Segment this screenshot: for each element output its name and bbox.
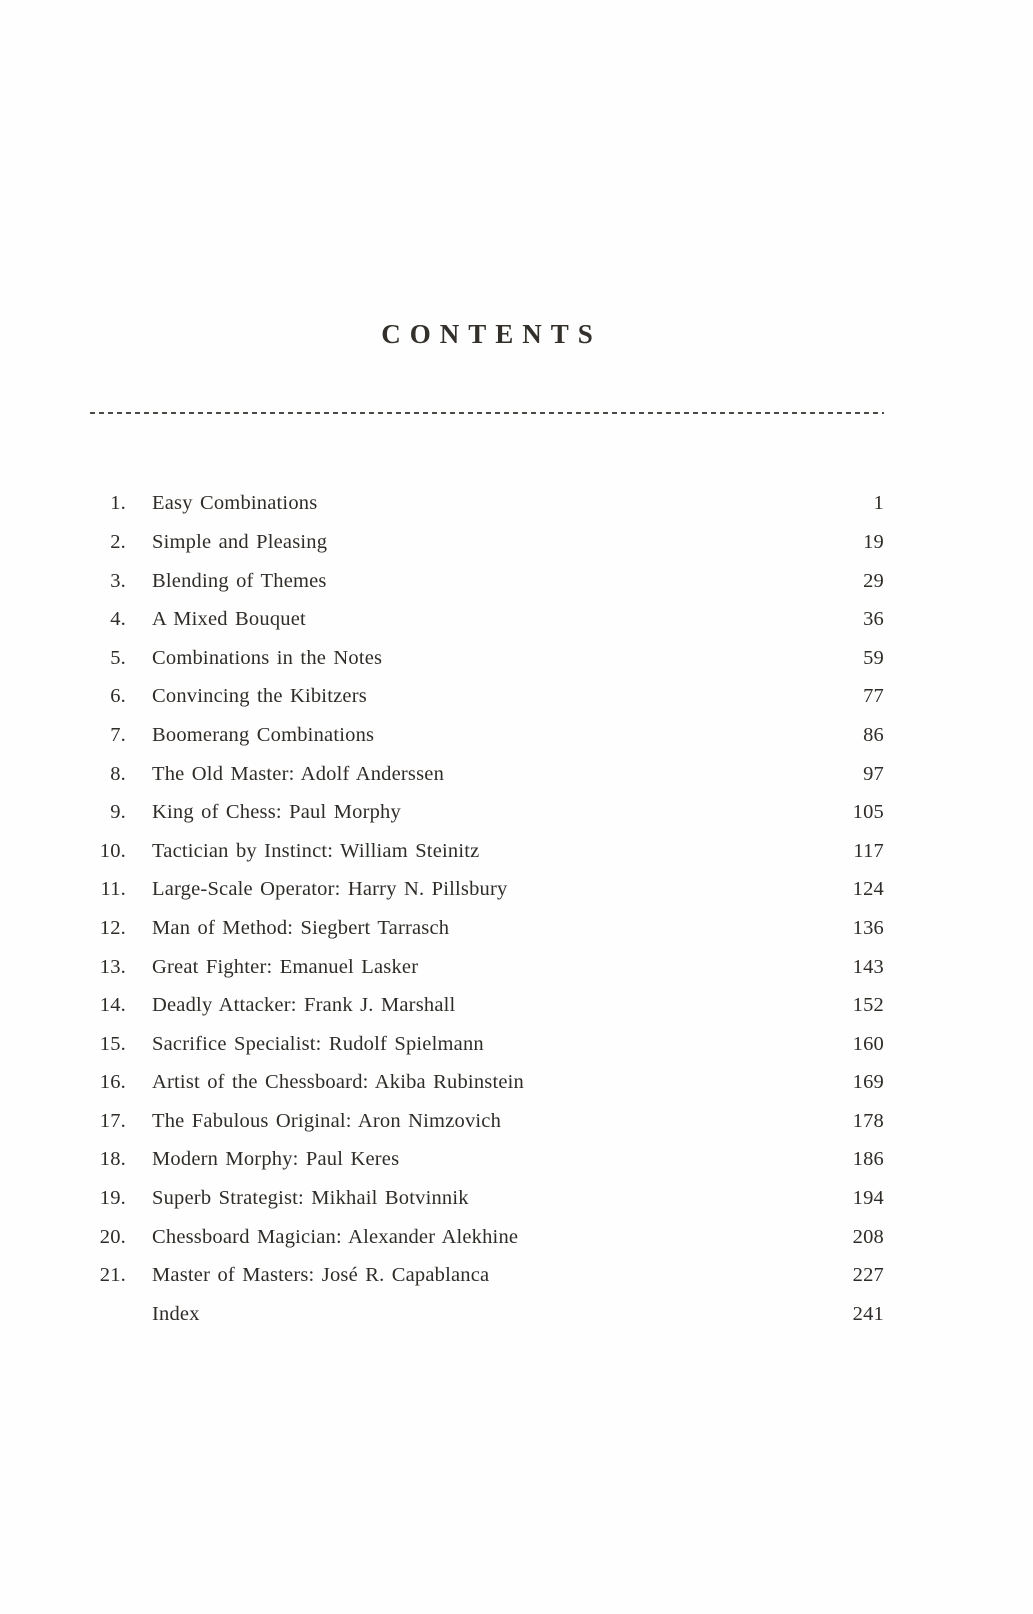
toc-entry	[90, 870, 884, 909]
toc-entry-title: Simple and Pleasing	[152, 530, 328, 553]
toc-entry-number: 8.	[110, 762, 126, 785]
toc-entry-title: Blending of Themes	[152, 569, 327, 592]
toc-entry-page-number: 117	[853, 839, 884, 862]
toc-entry-number: 17.	[99, 1109, 126, 1132]
toc-entry	[90, 909, 884, 948]
toc-entry-title: Deadly Attacker: Frank J. Marshall	[152, 994, 456, 1017]
toc-entry-page-number: 59	[863, 646, 884, 669]
page-content	[90, 0, 884, 1333]
toc-entry-page-number: 186	[852, 1148, 884, 1171]
toc-entry-title: Superb Strategist: Mikhail Botvinnik	[152, 1187, 469, 1210]
toc-entry-title: King of Chess: Paul Morphy	[152, 801, 401, 824]
toc-entry-title: Tactician by Instinct: William Steinitz	[152, 839, 480, 862]
toc-entry-page-number: 241	[852, 1302, 884, 1325]
toc-entry-number: 3.	[110, 569, 126, 592]
toc-entry-number: 2.	[110, 530, 126, 553]
toc-entry-number: 9.	[110, 801, 126, 824]
toc-entry-title: Modern Morphy: Paul Keres	[152, 1148, 400, 1171]
toc-entry-title: The Fabulous Original: Aron Nimzovich	[152, 1109, 502, 1132]
toc-entry	[90, 716, 884, 755]
toc-entry-title: Great Fighter: Emanuel Lasker	[152, 955, 419, 978]
toc-entry	[90, 600, 884, 639]
toc-entry-page-number: 77	[863, 685, 884, 708]
toc-entry-page-number: 169	[852, 1071, 884, 1094]
toc-entry-page-number: 208	[852, 1225, 884, 1248]
toc-entry-title: Large-Scale Operator: Harry N. Pillsbury	[152, 878, 508, 901]
toc-entry	[90, 986, 884, 1025]
toc-entry	[90, 793, 884, 832]
toc-entry-number: 1.	[110, 492, 126, 515]
toc-entry-number: 19.	[99, 1187, 126, 1210]
toc-entry-title: Master of Masters: José R. Capablanca	[152, 1264, 490, 1287]
toc-entry-page-number: 194	[852, 1187, 884, 1210]
toc-entry-title: Index	[152, 1302, 200, 1325]
toc-entry	[90, 484, 884, 523]
toc-entry-page-number: 36	[863, 608, 884, 631]
toc-entry	[90, 948, 884, 987]
toc-entry-page-number: 29	[863, 569, 884, 592]
toc-entry-number: 11.	[100, 878, 126, 901]
toc-entry-title: The Old Master: Adolf Anderssen	[152, 762, 445, 785]
toc-entry	[90, 1025, 884, 1064]
toc-entry-title: Sacrifice Specialist: Rudolf Spielmann	[152, 1032, 484, 1055]
toc-entry-page-number: 143	[852, 955, 884, 978]
toc-entry-number: 14.	[99, 994, 126, 1017]
toc-entry	[90, 1295, 884, 1334]
toc-entry	[90, 1218, 884, 1257]
toc-entry-page-number: 105	[852, 801, 884, 824]
toc-entry	[90, 1102, 884, 1141]
toc-entry-number: 7.	[110, 723, 126, 746]
page-title: CONTENTS	[381, 319, 602, 349]
toc-entry-page-number: 152	[852, 994, 884, 1017]
toc-entry	[90, 562, 884, 601]
toc-entry-page-number: 227	[852, 1264, 884, 1287]
toc-entry-number: 20.	[99, 1225, 126, 1248]
toc-entry-title: Boomerang Combinations	[152, 723, 375, 746]
toc-entry	[90, 755, 884, 794]
toc-entry-page-number: 86	[863, 723, 884, 746]
toc-entry	[90, 523, 884, 562]
toc-entry-title: Artist of the Chessboard: Akiba Rubinstein	[152, 1071, 524, 1094]
toc-entry	[90, 1256, 884, 1295]
toc-entry-title: Convincing the Kibitzers	[152, 685, 367, 708]
toc-entry-title: Chessboard Magician: Alexander Alekhine	[152, 1225, 519, 1248]
toc-entry-title: A Mixed Bouquet	[152, 608, 306, 631]
toc-entry-number: 4.	[110, 608, 126, 631]
toc-entry-number: 13.	[99, 955, 126, 978]
toc-entry-page-number: 160	[852, 1032, 884, 1055]
toc-entry	[90, 1140, 884, 1179]
toc-entry-number: 18.	[99, 1148, 126, 1171]
table-of-contents	[90, 484, 884, 1333]
toc-entry-number: 10.	[99, 839, 126, 862]
toc-entry-page-number: 19	[863, 530, 884, 553]
toc-entry-number: 5.	[110, 646, 126, 669]
toc-entry-number: 15.	[99, 1032, 126, 1055]
toc-entry-page-number: 124	[852, 878, 884, 901]
toc-entry-number: 6.	[110, 685, 126, 708]
toc-entry-title: Combinations in the Notes	[152, 646, 383, 669]
toc-entry-title: Man of Method: Siegbert Tarrasch	[152, 916, 450, 939]
dashed-divider	[90, 412, 884, 414]
toc-entry-title: Easy Combinations	[152, 492, 318, 515]
toc-entry	[90, 677, 884, 716]
toc-entry-page-number: 136	[852, 916, 884, 939]
toc-entry-page-number: 178	[852, 1109, 884, 1132]
toc-entry	[90, 832, 884, 871]
toc-entry-page-number: 1	[873, 492, 884, 515]
toc-entry-number: 16.	[99, 1071, 126, 1094]
toc-entry	[90, 1179, 884, 1218]
toc-entry-page-number: 97	[863, 762, 884, 785]
toc-entry	[90, 639, 884, 678]
toc-entry	[90, 1063, 884, 1102]
toc-entry-number: 12.	[99, 916, 126, 939]
toc-entry-number: 21.	[99, 1264, 126, 1287]
